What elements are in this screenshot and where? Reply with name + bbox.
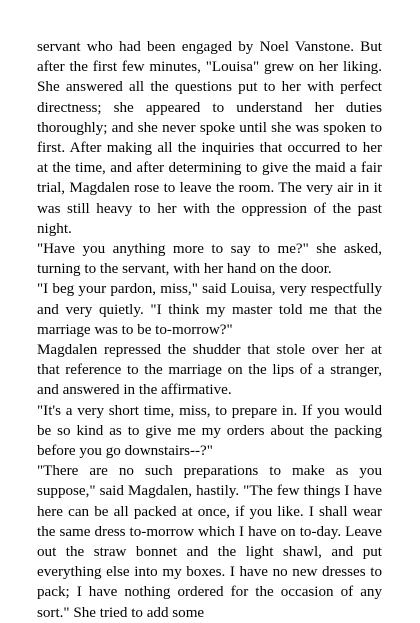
paragraph-2: "Have you anything more to say to me?" she asked, turning to the servant, with her hand on the door. [37,241,382,278]
paragraph-5: "It's a very short time, miss, to prepare in. If you would be so kind as to give me my orders about the packing before you go downstairs--?" [37,402,382,460]
paragraph-6: "There are no such preparations to make as you suppose," said Magdalen, hastily. "The few things I have here can be all packed at once, if you like. I shall wear the same dress to-morrow which I have on to-day. Leave out the straw bonnet and the light shawl, and put everything else into my boxes. I have no new dresses to pack; I have nothing ordered for the occasion of any sort." She tried to add some [37,463,382,621]
paragraph-1: servant who had been engaged by Noel Vanstone. But after the first few minutes, "Louisa" grew on her liking. She answered all the questions put to her with perfect directness; she appeared to understand her duties thoroughly; and she never spoke until she was spoken to first. After making all the inquiries that occurred to her at the time, and after determining to give the maid a fair trial, Magdalen rose to leave the room. The very air in it was still heavy to her with the oppression of the past night. [37,39,382,237]
paragraph-3: "I beg your pardon, miss," said Louisa, very respectfully and very quietly. "I think my master told me that the marriage was to be to-morrow?" [37,281,382,338]
paragraph-4: Magdalen repressed the shudder that stole over her at that reference to the marriage on the lips of a stranger, and answered in the affirmative. [37,342,382,399]
document-page [37,37,382,623]
